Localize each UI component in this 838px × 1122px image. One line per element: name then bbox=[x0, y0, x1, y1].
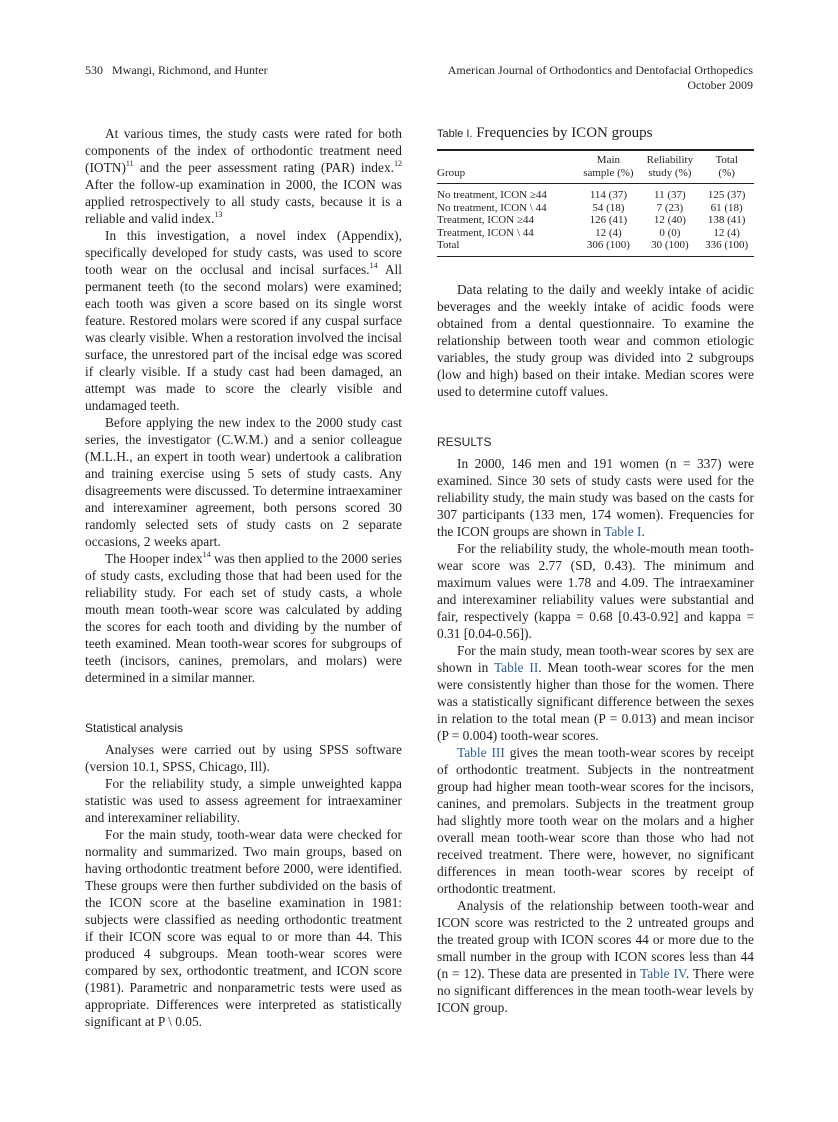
journal-title: American Journal of Orthodontics and Dentofacial Orthopedics bbox=[447, 63, 753, 77]
table-cell: 12 (4) bbox=[713, 226, 740, 239]
citation-superscript: 12 bbox=[394, 159, 402, 168]
paragraph: Before applying the new index to the 2000 study cast series, the investigator (C.W.M.) and a senior colleague (M.L.H., an expert in tooth wear) undertook a calibration and training exercise using 5 sets of study casts. Any disagreements were discussed. To determine intraexaminer and interexaminer agreement, both persons scored 30 randomly selected sets of study casts on 2 separate occasions, 2 weeks apart. bbox=[85, 415, 402, 549]
table-row bbox=[437, 239, 754, 256]
table-row bbox=[437, 184, 754, 202]
frequency-table bbox=[437, 149, 754, 257]
table-cell: 7 (23) bbox=[656, 201, 684, 214]
issue-date: October 2009 bbox=[687, 78, 753, 92]
paragraph: In 2000, 146 men and 191 women (n = 337) were examined. Since 30 sets of study casts were used for the reliability study, the main study was based on the casts for 307 participants (133 men, 174 women). Frequencies for the ICON groups are shown in Table I. bbox=[437, 455, 754, 539]
table-cell: 306 (100) bbox=[586, 239, 630, 251]
citation-superscript: 14 bbox=[369, 261, 378, 270]
table-caption bbox=[437, 125, 754, 143]
paragraph: Table III gives the mean tooth-wear scores by receipt of orthodontic treatment. Subjects in the nontreatment group had higher mean tooth-wear scores for the incisors, canines, and premolars. Subjects in the treatment group had slightly more tooth wear on the molars and a higher overall mean tooth-wear score than those who had not received treatment. There were, however, no significant differences in mean tooth-wear scores by receipt of orthodontic treatment. bbox=[437, 744, 754, 896]
table-1 bbox=[437, 125, 754, 257]
column-header: Reliability study (%) bbox=[646, 154, 694, 179]
paragraph: Analyses were carried out by using SPSS software (version 10.1, SPSS, Chicago, Ill). bbox=[85, 742, 402, 774]
paragraph: Analysis of the relationship between tooth-wear and ICON score was restricted to the 2 untreated groups and the treated group with ICON scores 44 or more due to the small number in the group with ICON scores less than 44 (n = 12). These data are presented in Table IV. There were no significant differences in the mean tooth-wear levels by ICON group. bbox=[437, 897, 755, 1015]
table-cell: 336 (100) bbox=[705, 239, 749, 251]
page-number: 530 bbox=[85, 63, 103, 77]
table-cell: No treatment, ICON ≥44 bbox=[437, 189, 547, 201]
column-header: Total (%) bbox=[715, 154, 738, 179]
paragraph: The Hooper index$^{14}$ was then applied to the 2000 series of study casts, excluding those that had been used for the reliability study. For each set of study casts, a whole mouth mean tooth-wear score was calculated by adding the scores for each tooth and dividing by the number of teeth examined. Mean tooth-wear scores for subgroups of teeth (incisors, canines, premolars, and molars) were determined in a similar manner. bbox=[85, 550, 402, 685]
table-cell: 126 (41) bbox=[589, 214, 628, 226]
table-row bbox=[437, 202, 754, 215]
running-header-right bbox=[448, 63, 753, 93]
table-cell: 138 (41) bbox=[707, 214, 746, 226]
table-cell: 30 (100) bbox=[651, 239, 689, 251]
paragraph: For the reliability study, the whole-mouth mean tooth-wear score was 2.77 (SD, 0.43). The minimum and maximum values were 1.78 and 4.09. The intraexaminer and interexaminer reliability values were substantial and fair, respectively (kappa = 0.68 [0.43-0.92] and kappa = 0.31 [0.04-0.56]). bbox=[437, 540, 754, 641]
table-cell: 114 (37) bbox=[589, 189, 627, 201]
running-header-left bbox=[85, 63, 268, 78]
right-column bbox=[437, 125, 754, 1016]
column-header: Group bbox=[437, 166, 466, 179]
table-row bbox=[437, 227, 754, 240]
table-cell: 125 (37) bbox=[707, 189, 746, 201]
table-cell: Total bbox=[437, 239, 460, 251]
paragraph: Data relating to the daily and weekly intake of acidic beverages and the weekly intake of acidic foods were obtained from a dental questionnaire. To examine the relationship between tooth wear and common etiologic variables, the study group was divided into 2 subgroups (low and high) based on their intake. Median scores were used to determine cutoff values. bbox=[437, 281, 754, 399]
table-cell: 61 (18) bbox=[710, 201, 743, 214]
citation-superscript: 13 bbox=[214, 210, 223, 219]
table-cell: Treatment, ICON \ 44 bbox=[437, 226, 534, 239]
paragraph: In this investigation, a novel index (Appendix), specifically developed for study casts, was used to score tooth wear on the occlusal and incisal surfaces.$^{14}$ All permanent teeth (to the second molars) were examined; each tooth was given a score based on its single worst feature. Restored molars were scored if any cuspal surface was clearly visible. When a restoration involved the incisal surface, the unrestored part of the incisal edge was scored if clearly visible. If a study cast had been damaged, an attempt was made to score the clearly visible and undamaged teeth. bbox=[85, 228, 402, 413]
paragraph: For the main study, mean tooth-wear scores by sex are shown in Table II. Mean tooth-wear scores for the men were consistently higher than those for the women. There was a statistically significant difference between the sexes in relation to the total mean (P = 0.013) and mean incisor (P = 0.004) tooth-wear scores. bbox=[437, 642, 754, 743]
table-link[interactable]: Table IV bbox=[640, 965, 686, 981]
table-row bbox=[437, 214, 754, 227]
table-link[interactable]: Table III bbox=[457, 744, 505, 760]
table-link[interactable]: Table I bbox=[604, 523, 642, 539]
table-cell: No treatment, ICON \ 44 bbox=[437, 201, 547, 214]
table-cell: 12 (4) bbox=[595, 226, 622, 239]
table-cell: 54 (18) bbox=[592, 201, 625, 214]
table-cell: 12 (40) bbox=[653, 214, 686, 226]
citation-superscript: 14 bbox=[202, 550, 211, 559]
table-link[interactable]: Table II bbox=[493, 659, 539, 675]
left-column bbox=[85, 125, 402, 1030]
table-title: Frequencies by ICON groups bbox=[476, 125, 653, 141]
table-cell: Treatment, ICON ≥44 bbox=[437, 214, 534, 226]
table-cell: 0 (0) bbox=[659, 226, 681, 239]
table-label: Table I. bbox=[437, 128, 473, 140]
authors: Mwangi, Richmond, and Hunter bbox=[112, 63, 268, 77]
table-cell: 11 (37) bbox=[654, 189, 686, 201]
column-header: Main sample (%) bbox=[583, 154, 634, 179]
paragraph: For the main study, tooth-wear data were checked for normality and summarized. Two main groups, based on having orthodontic treatment before 2000, were identified. These groups were then further subdivided on the basis of the ICON score at the baseline examination in 1981: subjects were classified as needing orthodontic treatment if their ICON score was equal to or more than 44. This produced 4 subgroups. Mean tooth-wear scores were compared by sex, orthodontic treatment, and ICON score (1981). Parametric and nonparametric tests were used as appropriate. Differences were interpreted as statistically significant at P \ 0.05. bbox=[85, 827, 402, 1029]
citation-superscript: 11 bbox=[125, 159, 134, 168]
section-heading: RESULTS bbox=[437, 434, 492, 449]
paragraph: At various times, the study casts were rated for both components of the index of orthodontic treatment need (IOTN)$^{11}$ and the peer assessment rating (PAR) index.$^{12}$ After the follow-up examination in 2000, the ICON was applied retrospectively to all study casts, because it is a reliable and valid index.$^{13}$ bbox=[85, 126, 402, 226]
section-heading: Statistical analysis bbox=[85, 721, 184, 735]
paragraph: For the reliability study, a simple unweighted kappa statistic was used to assess agreement for intraexaminer and interexaminer reliability. bbox=[85, 776, 402, 825]
